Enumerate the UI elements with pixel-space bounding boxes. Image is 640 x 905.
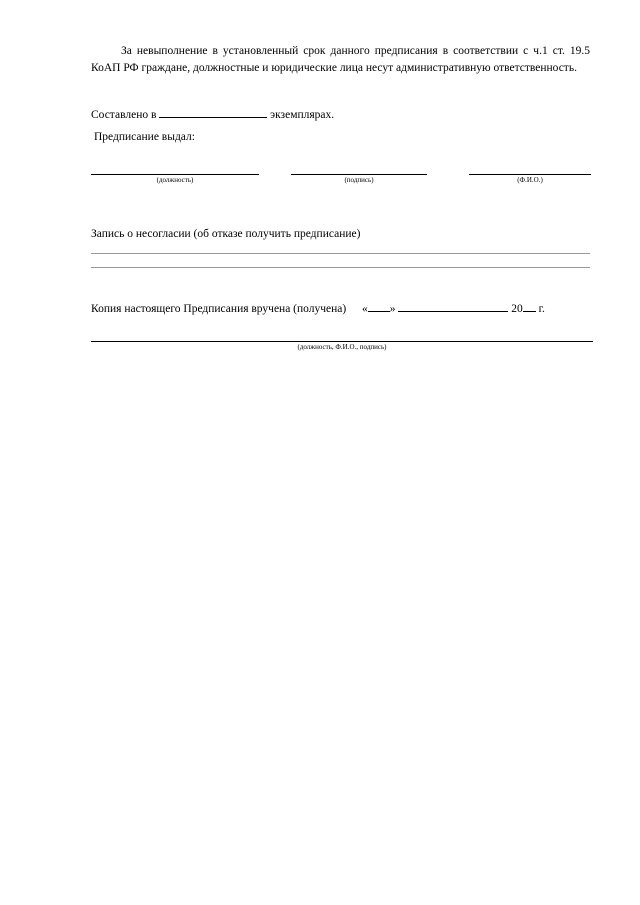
delivery-quote-close: »	[389, 303, 396, 315]
delivery-year-blank[interactable]	[523, 300, 536, 312]
delivery-year-suffix: г.	[538, 303, 545, 315]
position-signature-line[interactable]	[91, 174, 259, 175]
signature-caption: (подпись)	[344, 176, 374, 184]
copies-count-blank[interactable]	[159, 106, 267, 118]
disagreement-line-2[interactable]	[91, 267, 590, 268]
full-name-line[interactable]	[469, 174, 591, 175]
delivery-month-blank[interactable]	[398, 300, 508, 312]
copies-prefix: Составлено в	[91, 109, 157, 121]
delivery-year-prefix: 20	[511, 303, 523, 315]
position-caption: (должность)	[156, 176, 194, 184]
disagreement-line-1[interactable]	[91, 253, 590, 254]
delivery-signature-line[interactable]	[91, 341, 593, 342]
copies-suffix: экземплярах.	[270, 109, 335, 121]
liability-paragraph: За невыполнение в установленный срок данного предписания в соответствии с ч.1 ст. 19.5 КоАП РФ граждане, должностные и юридические лица несут административную ответственность.	[91, 45, 590, 74]
delivery-caption: (должность, Ф.И.О., подпись)	[297, 343, 387, 351]
signature-line[interactable]	[291, 174, 427, 175]
full-name-caption: (Ф.И.О.)	[517, 176, 543, 184]
delivery-day-blank[interactable]	[368, 300, 390, 312]
disagreement-label: Запись о несогласии (об отказе получить предписание)	[91, 228, 361, 240]
delivery-quote-open: «	[361, 303, 368, 315]
delivery-line	[91, 300, 545, 316]
issued-by-label: Предписание выдал:	[94, 131, 195, 143]
delivery-label: Копия настоящего Предписания вручена (получена)	[91, 303, 347, 315]
copies-line	[91, 106, 334, 122]
